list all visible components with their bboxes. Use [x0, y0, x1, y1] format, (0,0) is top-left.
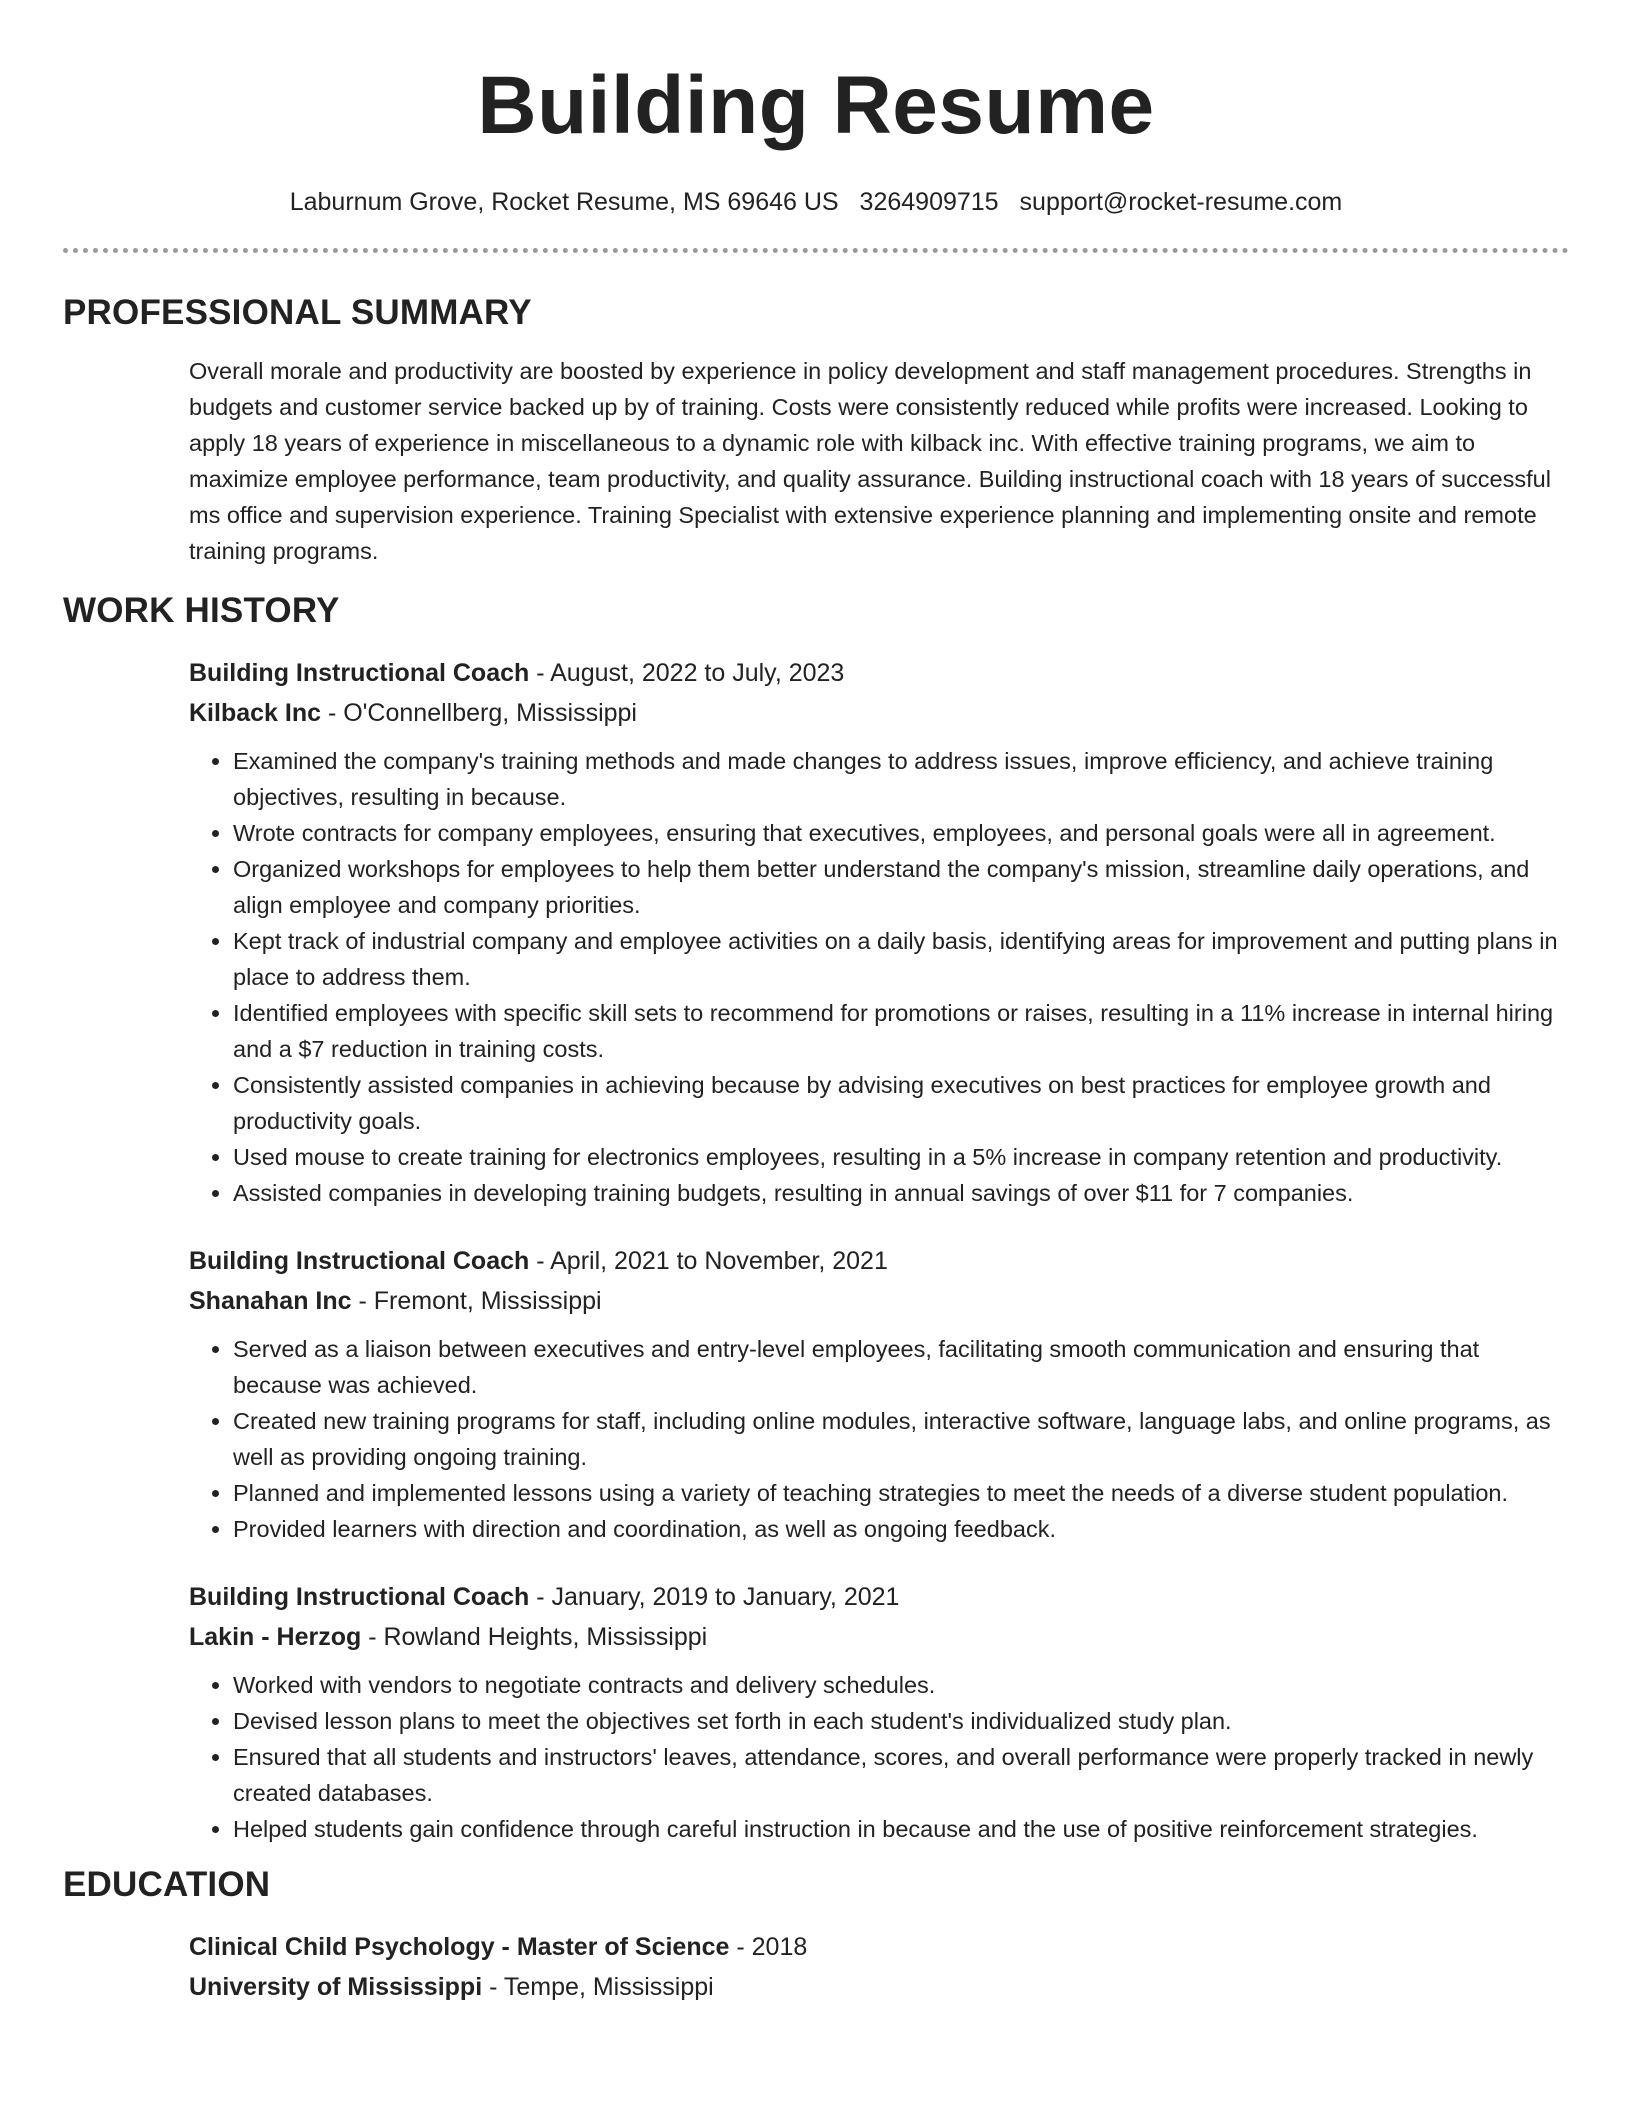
bullet-item: • Wrote contracts for company employees, ensuring that executives, employees, and personal goals were all in agreement.: [233, 815, 1569, 851]
bullet-item: • Ensured that all students and instructors' leaves, attendance, scores, and overall performance were properly tracked in newly created databases.: [233, 1739, 1569, 1811]
school: University of Mississippi: [189, 1973, 483, 2001]
bullet-item: • Used mouse to create training for electronics employees, resulting in a 5% increase in company retention and productivity.: [233, 1139, 1569, 1175]
bullet-item: • Organized workshops for employees to help them better understand the company's mission, streamline daily operations, and align employee and company priorities.: [233, 851, 1569, 923]
job-bullets: [189, 1667, 1569, 1847]
education-entry: [189, 1927, 1569, 2007]
job-role: Building Instructional Coach: [189, 659, 530, 687]
job-location: - O'Connellberg, Mississippi: [321, 699, 637, 727]
section-title-work-history: WORK HISTORY: [63, 591, 340, 630]
job-dates: - January, 2019 to January, 2021: [529, 1583, 900, 1611]
email: support@rocket-resume.com: [1019, 188, 1343, 216]
job-bullets: [189, 743, 1569, 1211]
bullet-item: • Kept track of industrial company and employee activities on a daily basis, identifying areas for improvement and putting plans in place to address them.: [233, 923, 1569, 995]
contact-line: [0, 186, 1632, 218]
education-section: [0, 1863, 1632, 2007]
job-dates: - April, 2021 to November, 2021: [529, 1247, 888, 1275]
job-location: - Rowland Heights, Mississippi: [361, 1623, 708, 1651]
bullet-item: • Devised lesson plans to meet the objectives set forth in each student's individualized study plan.: [233, 1703, 1569, 1739]
phone: 3264909715: [859, 188, 999, 216]
bullet-item: • Consistently assisted companies in achieving because by advising executives on best practices for employee growth and productivity goals.: [233, 1067, 1569, 1139]
work-history-section: [0, 589, 1632, 1847]
job-role: Building Instructional Coach: [189, 1247, 530, 1275]
summary-section: [0, 291, 1632, 569]
section-title-summary: PROFESSIONAL SUMMARY: [63, 293, 532, 332]
school-line: [189, 1967, 1569, 2007]
job-title-line: [189, 1577, 1569, 1617]
bullet-item: • Identified employees with specific skill sets to recommend for promotions or raises, resulting in a 11% increase in internal hiring and a $7 reduction in training costs.: [233, 995, 1569, 1067]
address: Laburnum Grove, Rocket Resume, MS 69646 US: [289, 188, 839, 216]
job-company-line: [189, 1281, 1569, 1321]
job-company: Shanahan Inc: [189, 1287, 352, 1315]
section-title-education: EDUCATION: [63, 1865, 271, 1904]
job-title-line: [189, 653, 1569, 693]
bullet-item: • Examined the company's training methods and made changes to address issues, improve efficiency, and achieve training objectives, resulting in because.: [233, 743, 1569, 815]
job-company-line: [189, 693, 1569, 733]
bullet-item: • Provided learners with direction and coordination, as well as ongoing feedback.: [233, 1511, 1569, 1547]
header-divider: [63, 248, 1569, 253]
job-company: Lakin - Herzog: [189, 1623, 362, 1651]
bullet-item: • Served as a liaison between executives and entry-level employees, facilitating smooth communication and ensuring that because was achieved.: [233, 1331, 1569, 1403]
bullet-item: • Created new training programs for staff, including online modules, interactive software, language labs, and online programs, as well as providing ongoing training.: [233, 1403, 1569, 1475]
bullet-item: • Helped students gain confidence through careful instruction in because and the use of positive reinforcement strategies.: [233, 1811, 1569, 1847]
job-company: Kilback Inc: [189, 699, 321, 727]
degree-year: - 2018: [729, 1933, 808, 1961]
bullet-item: • Assisted companies in developing training budgets, resulting in annual savings of over $11 for 7 companies.: [233, 1175, 1569, 1211]
degree-line: [189, 1927, 1569, 1967]
job-entry: [189, 653, 1569, 1211]
job-dates: - August, 2022 to July, 2023: [529, 659, 845, 687]
candidate-name: Building Resume: [477, 60, 1155, 151]
summary-text: Overall morale and productivity are boosted by experience in policy development and staff management procedures. Strengths in budgets and customer service backed up by of training. Costs were consistently reduced while profits were increased. Looking to apply 18 years of experience in miscellaneous to a dynamic role with kilback inc. With effective training programs, we aim to maximize employee performance, team productivity, and quality assurance. Building instructional coach with 18 years of successful ms office and supervision experience. Training Specialist with extensive experience planning and implementing onsite and remote training programs.: [189, 358, 1551, 564]
bullet-item: • Planned and implemented lessons using a variety of teaching strategies to meet the needs of a diverse student population.: [233, 1475, 1569, 1511]
job-location: - Fremont, Mississippi: [351, 1287, 602, 1315]
degree: Clinical Child Psychology - Master of Science: [189, 1933, 730, 1961]
bullet-item: • Worked with vendors to negotiate contracts and delivery schedules.: [233, 1667, 1569, 1703]
job-role: Building Instructional Coach: [189, 1583, 530, 1611]
job-entry: [189, 1577, 1569, 1847]
job-title-line: [189, 1241, 1569, 1281]
job-entry: [189, 1241, 1569, 1547]
school-location: - Tempe, Mississippi: [482, 1973, 714, 2001]
job-company-line: [189, 1617, 1569, 1657]
job-bullets: [189, 1331, 1569, 1547]
